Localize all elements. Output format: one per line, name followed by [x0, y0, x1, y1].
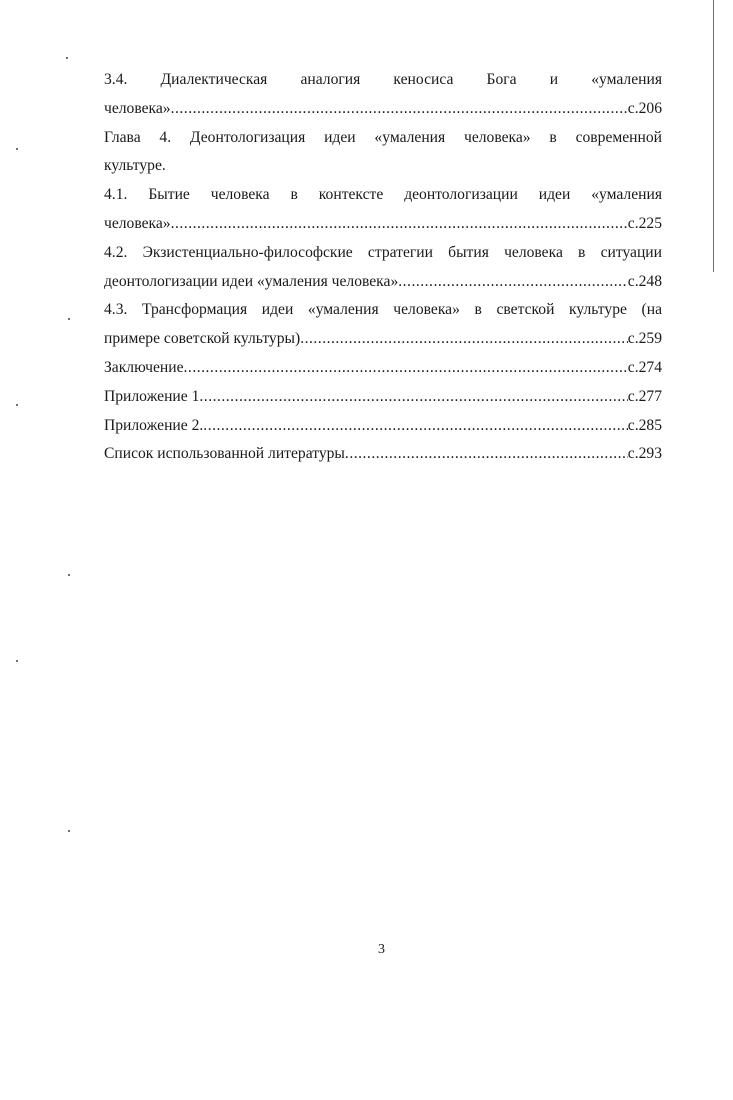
scan-speck — [66, 57, 68, 59]
toc-page-ref: с.293 — [627, 445, 662, 463]
scan-speck — [16, 660, 18, 662]
toc-page-ref: с.206 — [627, 99, 662, 117]
toc-entry-number: 3.4. — [104, 71, 128, 88]
toc-entry-leader-line: примере советской культуры) ..... с.259 — [104, 325, 662, 354]
dot-leader — [345, 440, 628, 469]
dot-leader — [203, 412, 627, 441]
toc-entry-title-line: 4.3. Трансформация идеи «умаления человека» в светской культуре (на — [104, 301, 662, 319]
dot-leader — [171, 95, 628, 124]
toc-entry-title-line: 3.4. Диалектическая аналогия кеносиса Бога и «умаления — [104, 71, 662, 88]
dot-leader — [171, 210, 628, 239]
toc-entry-bibliography: Список использованной литературы ..... с.293 — [104, 440, 662, 469]
toc-page-ref: с.285 — [627, 416, 662, 434]
toc-entry-4-1 — [104, 181, 662, 239]
toc-entry-appendix-2: Приложение 2. ..... с.285 — [104, 412, 662, 441]
toc-page-ref: с.248 — [627, 272, 662, 290]
toc-entry-number: 4.3. — [104, 301, 128, 319]
scan-speck — [68, 574, 70, 576]
dot-leader — [199, 383, 627, 412]
dot-leader — [300, 325, 628, 354]
toc-entry-appendix-1: Приложение 1 ..... с.277 — [104, 383, 662, 412]
toc-entry-leader-line: человека» ..... с.206 — [104, 95, 662, 124]
toc-entry-title-line: 4.2. Экзистенциально-философские стратегии бытия человека в ситуации — [104, 243, 662, 261]
table-of-contents — [104, 66, 662, 469]
toc-entry-number: 4.2. — [104, 243, 128, 261]
toc-entry-leader-line: деонтологизации идеи «умаления человека» ..... с.248 — [104, 268, 662, 297]
scan-edge-line — [713, 0, 714, 272]
toc-entry-title-line: Глава 4. Деонтологизация идеи «умаления человека» в современной — [104, 128, 662, 146]
toc-entry-4-3 — [104, 296, 662, 354]
toc-page-ref: с.277 — [627, 387, 662, 405]
scan-speck — [68, 318, 70, 320]
dot-leader — [184, 354, 628, 383]
toc-chapter-4 — [104, 124, 662, 182]
toc-page-ref: с.259 — [627, 330, 662, 348]
toc-page-ref: с.274 — [627, 358, 662, 376]
dot-leader — [398, 268, 628, 297]
toc-entry-title-end: культуре. — [104, 157, 166, 175]
scan-speck — [16, 404, 18, 406]
toc-entry-number: 4.1. — [104, 186, 128, 204]
toc-entry-3-4 — [104, 66, 662, 124]
page-number: 3 — [378, 942, 385, 957]
scan-speck — [16, 148, 18, 150]
toc-page-ref: с.225 — [627, 214, 662, 232]
toc-entry-conclusion: Заключение ..... с.274 — [104, 354, 662, 383]
toc-entry-leader-line: человека» ..... с.225 — [104, 210, 662, 239]
scan-speck — [68, 830, 70, 832]
toc-entry-title-line: 4.1. Бытие человека в контексте деонтологизации идеи «умаления — [104, 186, 662, 204]
toc-entry-4-2 — [104, 239, 662, 297]
